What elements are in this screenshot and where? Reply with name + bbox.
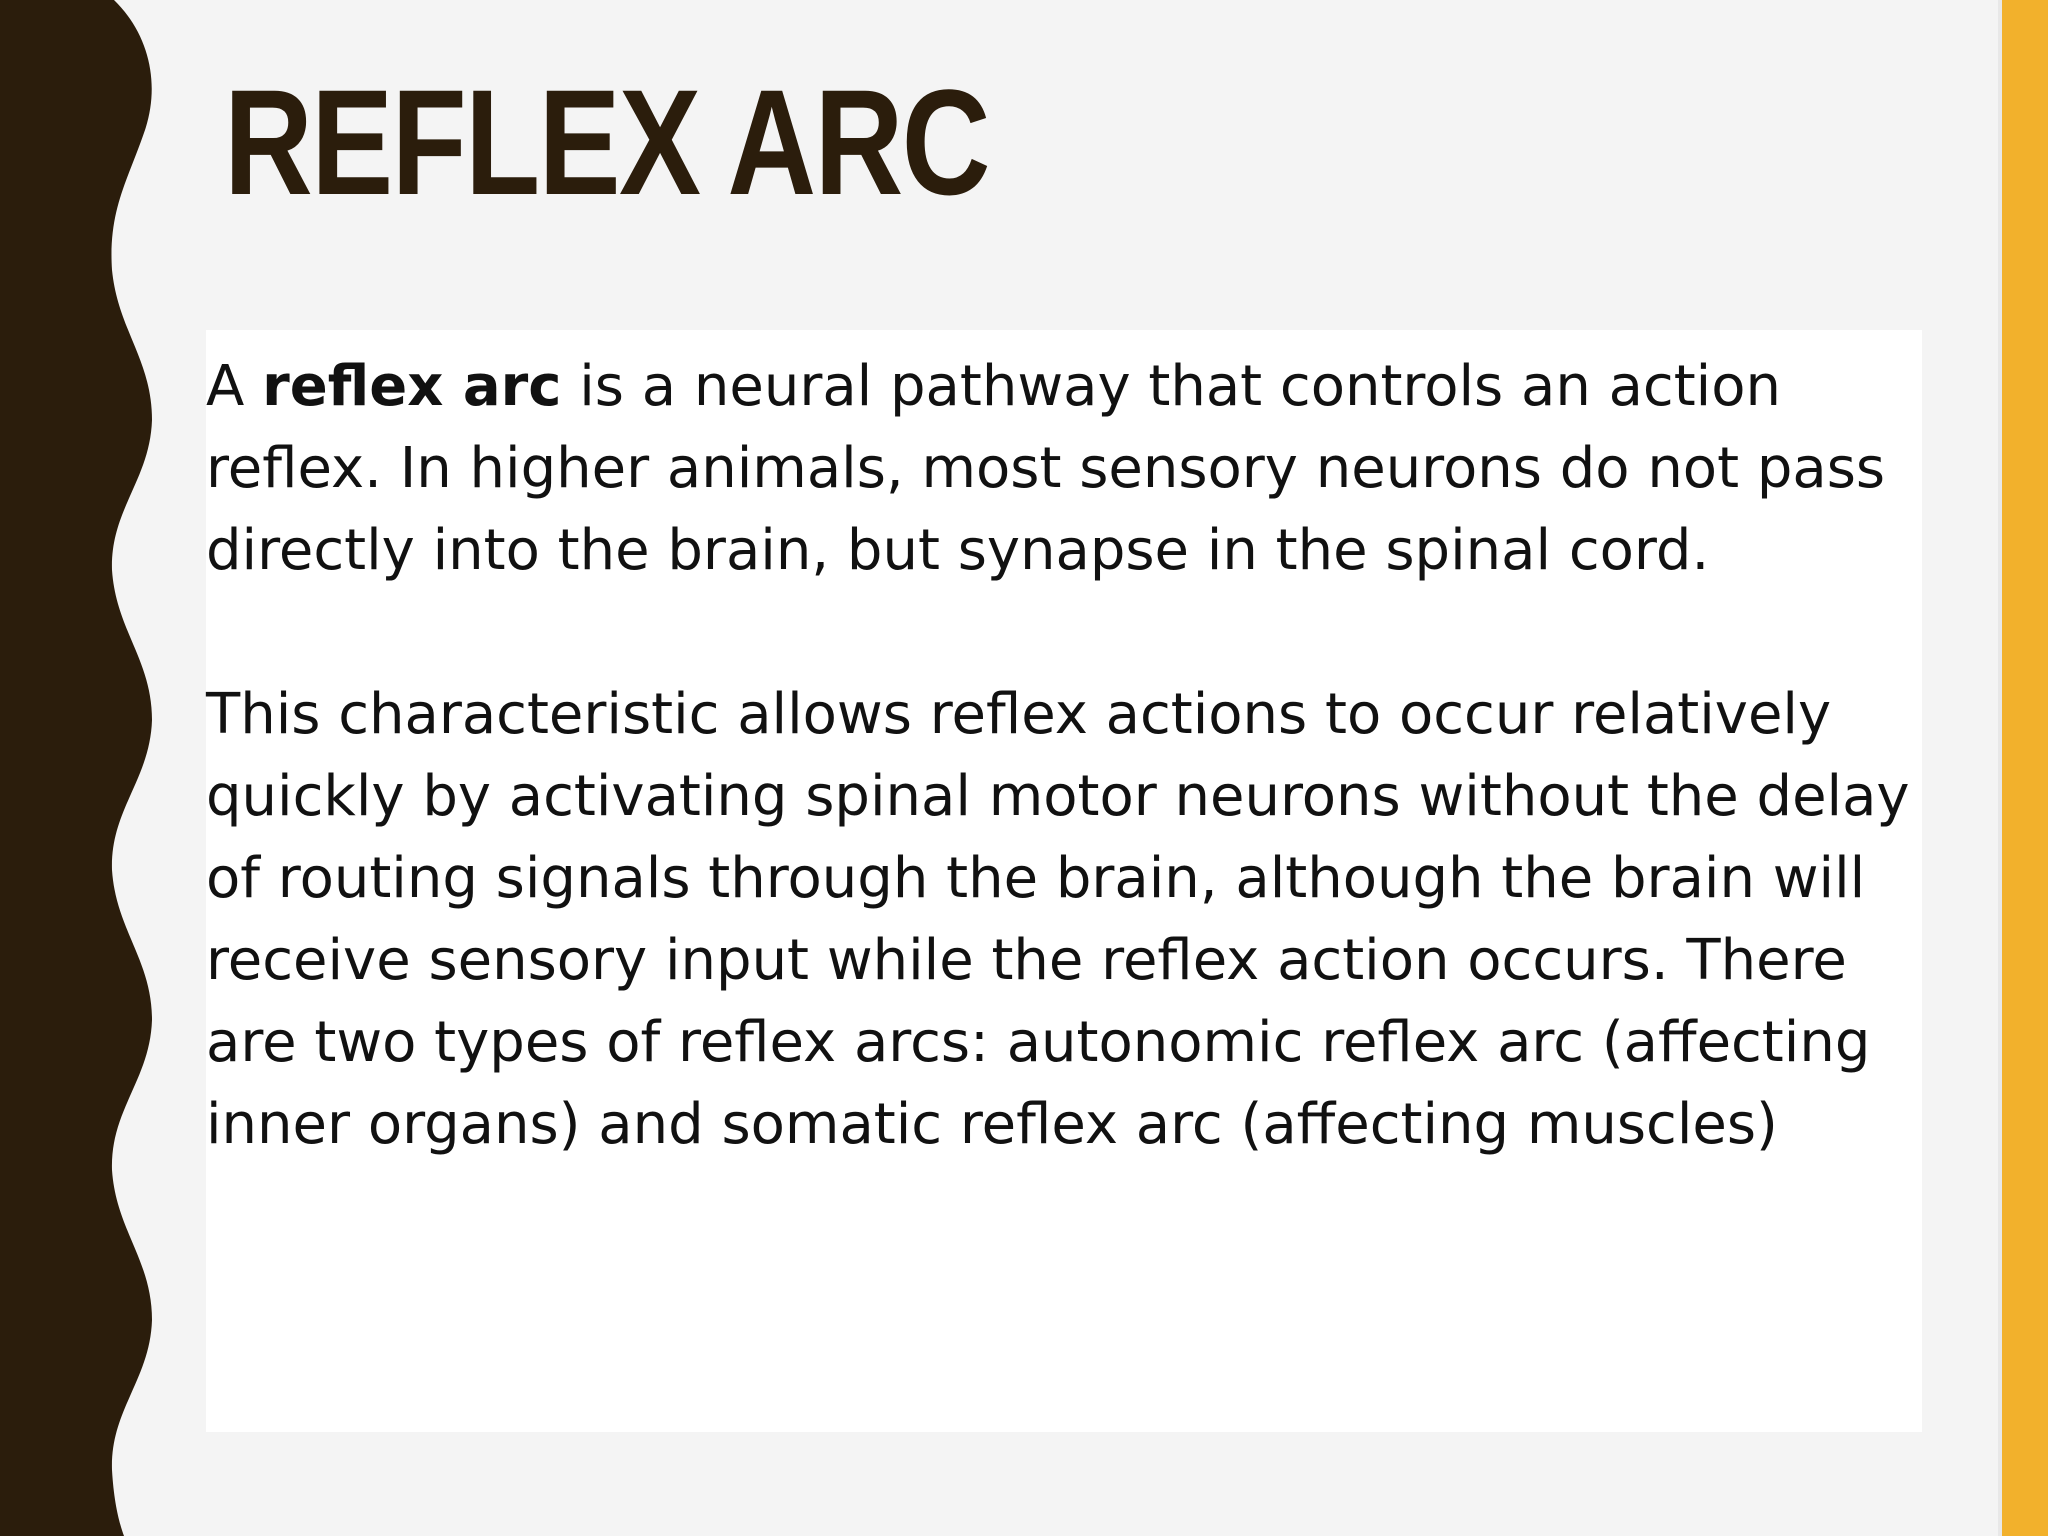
paragraph-1-lead: A <box>206 354 263 419</box>
wave-border-decoration <box>0 0 160 1536</box>
paragraph-1-keyword: reflex arc <box>262 354 562 419</box>
body-text <box>206 346 1922 1166</box>
content-box <box>206 330 1922 1432</box>
right-accent-bar <box>2002 0 2048 1536</box>
paragraph-1-rest: is a neural pathway that controls an action reflex. In higher animals, most sensory neurons do not pass directly into the brain, but synapse in the spinal cord. <box>206 354 1886 583</box>
paragraph-2: This characteristic allows reflex actions to occur relatively quickly by activating spinal motor neurons without the delay of routing signals through the brain, although the brain will receive sensory input while the reflex action occurs. There are two types of reflex arcs: autonomic reflex arc (affecting inner organs) and somatic reflex arc (affecting muscles) <box>206 682 1910 1157</box>
slide-title: REFLEX ARC <box>224 58 989 226</box>
paragraph-1 <box>206 346 1922 592</box>
